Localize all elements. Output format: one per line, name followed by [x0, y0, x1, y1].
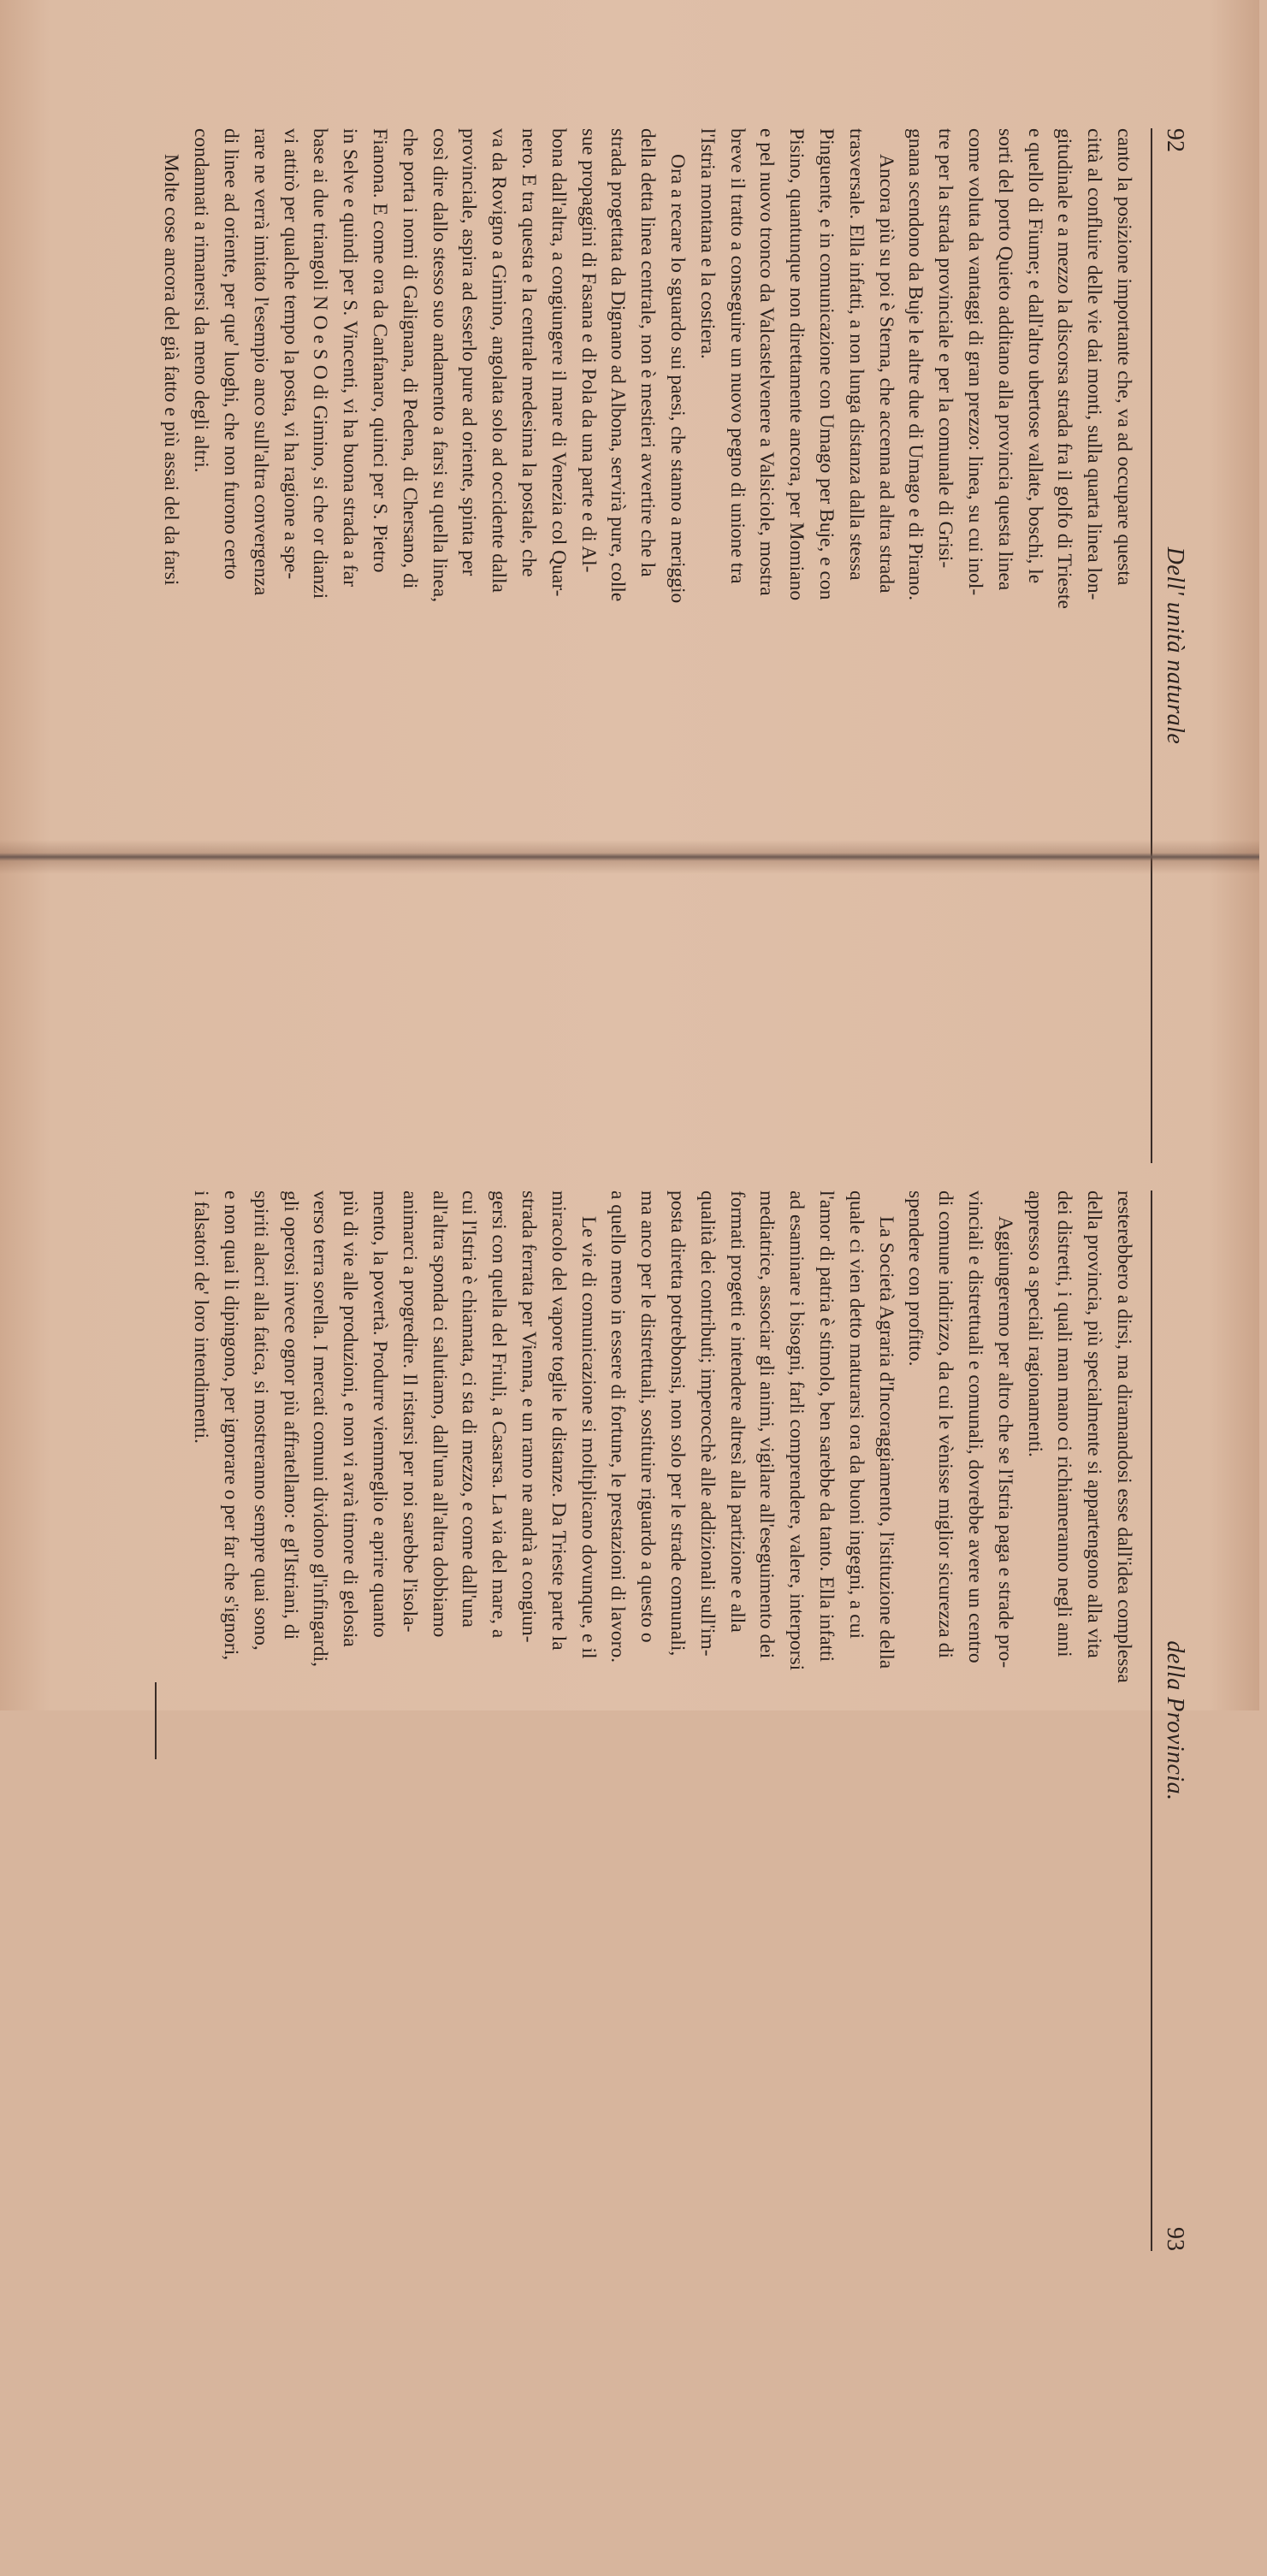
text-line: vinciali e distrettuali e comunali, dovrebbe avere un centro — [964, 1191, 987, 1663]
page-number: 92 — [1162, 128, 1188, 152]
text-line: tre per la strada provinciale e per la comunale di Grisi- — [934, 128, 957, 569]
text-line: i falsatori de' loro intendimenti. — [190, 1191, 213, 1444]
text-line: rare ne verrà imitato l'esempio anco sull'altra convergenza — [249, 128, 272, 596]
text-line: miracolo del vapore toglie le distanze. Da Trieste parte la — [547, 1191, 570, 1651]
text-line: e pel nuovo tronco da Valcastelvenere a Valsiciole, mostra — [755, 128, 779, 596]
text-line: sue propaggini di Fasana e di Pola da una parte e di Al- — [577, 128, 600, 573]
text-line: canto la posizione importante che, va ad occupare questa — [1113, 128, 1135, 586]
page-header — [1159, 1191, 1190, 2251]
text-line: qualità dei contributi; imperocchè alle addizionali sull'im- — [696, 1191, 719, 1657]
text-line: città al confluire delle vie dai monti, sulla quarta linea lon- — [1083, 128, 1106, 600]
text-line: all'altra sponda ci salutiamo, dall'una all'altra dobbiamo — [428, 1191, 451, 1638]
text-line: Molte cose ancora del già fatto e più assai del da farsi — [160, 154, 183, 586]
text-line: ad esaminare i bisogni, farli comprendere, valere, interporsi — [785, 1191, 808, 1671]
text-line: Aggiungeremo per altro che se l'Istria paga e strade pro- — [993, 1216, 1016, 1669]
text-line: l'amor di patria è stimolo, ben sarebbe da tanto. Ella infatti — [815, 1191, 838, 1663]
text-line: Ora a recare lo sguardo sui paesi, che stanno a meriggio — [666, 154, 690, 604]
text-line: nero. E tra questa e la centrale medesima la postale, che — [518, 128, 541, 577]
text-line: verso terra sorella. I mercati comuni dividono gl'infingardi, — [309, 1191, 332, 1667]
text-line: Pisino, quantunque non direttamente ancora, per Momiano — [785, 128, 808, 601]
text-line: sorti del porto Quieto additano alla provincia questa linea — [993, 128, 1016, 591]
text-line: della provincia, più specialmente si appartengono alla vita — [1083, 1191, 1106, 1658]
text-line: Le vie di comunicazione si moltiplicano dovunque, e il — [577, 1216, 600, 1659]
text-line: gersi con quella del Friuli, a Casarsa. La via del mare, a — [488, 1191, 511, 1639]
text-line: in Selve e quindi per S. Vincenti, vi ha buona strada a far — [339, 128, 362, 587]
text-line: più di vie alle produzioni, e non vi avrà timore di gelosia — [339, 1191, 362, 1647]
text-line: resterebbero a dirsi, ma diramandosi esse dall'idea complessa — [1113, 1191, 1135, 1683]
text-line: mento, la povertà. Produrre viemmeglio e aprire quanto — [369, 1191, 392, 1638]
text-line: come voluta da vantaggi di gran prezzo: linea, su cui inol- — [964, 128, 987, 596]
text-line: della detta linea centrale, non è mestieri avvertire che la — [636, 128, 660, 577]
text-line: provinciale, aspira ad esserlo pure ad oriente, spinta per — [458, 128, 481, 576]
page-right — [190, 866, 1267, 2576]
text-line: gli operosi invece ognor più affratellano: e gl'Istriani, di — [279, 1191, 302, 1640]
text-line: che porta i nomi di Galignana, di Pedena, di Chersano, di — [398, 128, 421, 589]
text-line: a quello meno in essere di fortune, le prestazioni di lavoro. — [607, 1191, 630, 1663]
text-line: strada ferrata per Vienna, e un ramo ne andrà a congiun- — [518, 1191, 541, 1643]
text-line: di linee ad oriente, per que' luoghi, che non furono certo — [220, 128, 243, 580]
text-line: spendere con profitto. — [904, 1191, 927, 1367]
header-rule — [1151, 1191, 1152, 2251]
text-line: gitudinale e a mezzo la discorsa strada fra il golfo di Trieste — [1053, 128, 1076, 609]
text-line: posta diretta potrebbonsi, non solo per le strade comunali, — [666, 1191, 690, 1657]
text-line: bona dall'altra, a congiungere il mare di Venezia col Quar- — [547, 128, 570, 597]
text-line: Ancora più su poi è Sterna, che accenna ad altra strada — [874, 154, 897, 594]
text-line: Pinguente, e in comunicazione con Umago per Buje, e con — [815, 128, 838, 600]
text-line: strada progettata da Dignano ad Albona, servirà pure, colle — [607, 128, 630, 602]
text-line: animarci a progredire. Il ristarsi per noi sarebbe l'isola- — [398, 1191, 421, 1633]
text-line: di comune indirizzo, da cui le vènisse miglior sicurezza di — [934, 1191, 957, 1658]
text-line: trasversale. Ella infatti, a non lunga distanza dalla stessa — [844, 128, 867, 581]
text-line: l'Istria montana e la costiera. — [696, 128, 719, 359]
text-line: quale ci vien detto maturarsi ora da buoni ingegni, a cui — [844, 1191, 867, 1640]
text-line: Fianona. E come ora da Canfanaro, quinci per S. Pietro — [369, 128, 392, 573]
text-line: e quello di Fiume; e dall'altro ubertose vallate, boschi, le — [1023, 128, 1046, 584]
text-line: così dire dallo stesso suo andamento a farsi su quella linea, — [428, 128, 451, 603]
text-line: mediatrice, associar gli animi, vigilare all'eseguimento dei — [755, 1191, 779, 1659]
text-line: va da Rovigno a Gimino, angolata solo ad occidente dalla — [488, 128, 511, 593]
running-title: Dell' unità naturale — [1162, 547, 1188, 745]
end-rule — [156, 1682, 157, 1759]
text-line: cui l'Istria è chiamata, ci sta di mezzo, e come dall'una — [458, 1191, 481, 1628]
page-number: 93 — [1162, 2227, 1188, 2251]
text-line: appresso a speciali ragionamenti. — [1023, 1191, 1046, 1457]
text-line: vi attirò per qualche tempo la posta, vi ha ragione a spe- — [279, 128, 302, 580]
text-line: spiriti alacri alla fatica, si mostreranno sempre quai sono, — [249, 1191, 272, 1651]
text-line: ma anco per le distrettuali, sostituire riguardo a questo o — [636, 1191, 660, 1643]
text-line: gnana scendono da Buje le altre due di Umago e di Pirano. — [904, 128, 927, 601]
text-line: breve il tratto a conseguire un nuovo pegno di unione tra — [725, 128, 749, 584]
running-title: della Provincia. — [1162, 1640, 1188, 1801]
text-line: base ai due triangoli N O e S O di Gimino, si che or dianzi — [309, 128, 332, 600]
text-line: formati progetti e intendere altresì alla partizione e alla — [725, 1191, 749, 1633]
text-line: e non quai li dipingono, per ignorare o per far che s'ignori, — [220, 1191, 243, 1661]
page-text — [156, 1191, 1140, 2251]
text-line: La Società Agraria d'Incoraggiamento, l'istituzione della — [874, 1216, 897, 1669]
text-line: condannati a rimanersi da meno degli altri. — [190, 128, 213, 473]
text-line: dei distretti, i quali man mano ci richiameranno negli anni — [1053, 1191, 1076, 1657]
